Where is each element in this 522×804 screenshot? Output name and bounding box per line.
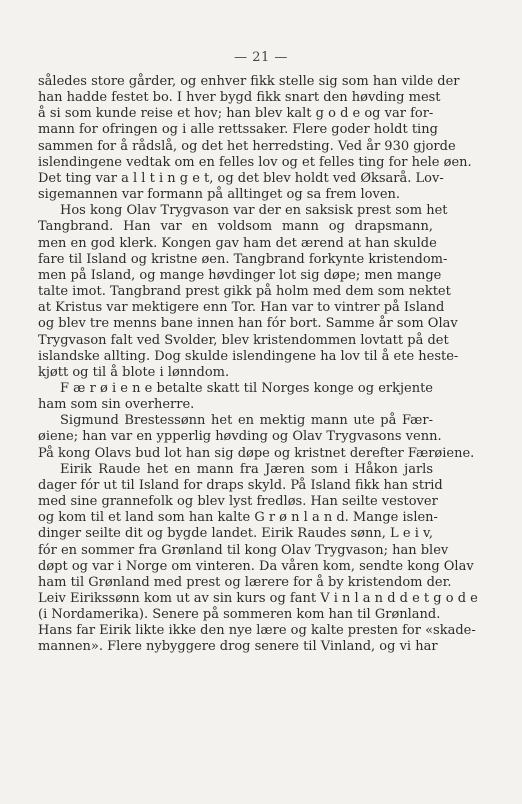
text-line: fare til Island og kristne øen. Tangbrand forkynte kristendom- <box>38 251 448 267</box>
text-line: Det ting var a l l t i n g e t, og det blev holdt ved Øksarå. Lov- <box>38 170 444 186</box>
text-line: fór en sommer fra Grønland til kong Olav Trygvason; han blev <box>38 542 449 558</box>
text-line: ham til Grønland med prest og lærere for å by kristendom der. <box>38 574 452 590</box>
text-line: Leiv Eirikssønn kom ut av sin kurs og fant V i n l a n d d e t g o d e <box>38 591 478 606</box>
text-line: men på Island, og mange høvdinger lot sig døpe; men mange <box>38 267 442 283</box>
paragraph <box>38 461 478 656</box>
text-line: Hans far Eirik likte ikke den nye lære og kalte presten for «skade- <box>38 623 476 639</box>
text-line: mann for ofringen og i alle rettssaker. Flere goder holdt ting <box>38 122 438 138</box>
text-line: og blev tre menns bane innen han fór bort. Samme år som Olav <box>38 316 458 332</box>
text-line: Tangbrand. Han var en voldsom mann og drapsmann, <box>38 219 433 235</box>
text-line: øiene; han var en ypperlig høvding og Olav Trygvasons venn. <box>38 429 442 445</box>
text-line: Trygvason falt ved Svolder, blev kristendommen lovtatt på det <box>38 332 449 348</box>
text-line: kjøtt og til å blote i lønndom. <box>38 364 230 380</box>
text-line: talte imot. Tangbrand prest gikk på holm med dem som nektet <box>38 284 451 300</box>
text-line: Hos kong Olav Trygvason var der en saksisk prest som het <box>60 203 448 219</box>
paragraph <box>38 203 459 381</box>
text-line: sigemannen var formann på alltinget og sa frem loven. <box>38 187 401 203</box>
text-line: med sine grannefolk og blev lyst fredløs. Han seilte vestover <box>38 494 438 510</box>
text-line: (i Nordamerika). Senere på sommeren kom han til Grønland. <box>38 607 441 623</box>
page-number: — 21 — <box>234 50 288 65</box>
text-line: ham som sin overherre. <box>38 397 195 413</box>
text-line: Eirik Raude het en mann fra Jæren som i Håkon jarls <box>60 461 433 477</box>
text-line: å si som kunde reise et hov; han blev kalt g o d e og var for- <box>38 106 434 122</box>
text-line: Sigmund Brestessønn het en mektig mann ute på Fær- <box>60 413 433 429</box>
text-line: men en god klerk. Kongen gav ham det ærend at han skulde <box>38 235 437 251</box>
text-line: F æ r ø i e n e betalte skatt til Norges konge og erkjente <box>60 380 433 396</box>
text-line: islendingene vedtak om en felles lov og et felles ting for hele øen. <box>38 154 472 170</box>
text-line: mannen». Flere nybyggere drog senere til Vinland, og vi har <box>38 639 438 655</box>
text-line: sammen for å rådslå, og det het herredsting. Ved år 930 gjorde <box>38 138 456 154</box>
text-line: dager fór ut til Island for draps skyld. På Island fikk han strid <box>38 477 443 493</box>
paragraph <box>38 413 475 461</box>
text-line: døpt og var i Norge om vinteren. Da våren kom, sendte kong Olav <box>38 558 474 574</box>
text-line: islandske allting. Dog skulde islendingene ha lov til å ete heste- <box>38 348 459 364</box>
body-text <box>38 74 478 656</box>
text-line: dinger seilte dit og bygde landet. Eirik Raudes sønn, L e i v, <box>38 526 433 542</box>
text-line: således store gårder, og enhver fikk stelle sig som han vilde der <box>38 74 460 89</box>
paragraph <box>38 74 472 203</box>
paragraph <box>38 381 433 413</box>
text-line: og kom til et land som han kalte G r ø n l a n d. Mange islen- <box>38 510 438 526</box>
text-line: På kong Olavs bud lot han sig døpe og kristnet derefter Færøiene. <box>38 445 475 461</box>
text-line: at Kristus var mektigere enn Tor. Han var to vintrer på Island <box>38 300 445 316</box>
text-line: han hadde festet bo. I hver bygd fikk snart den høvding mest <box>38 90 441 106</box>
